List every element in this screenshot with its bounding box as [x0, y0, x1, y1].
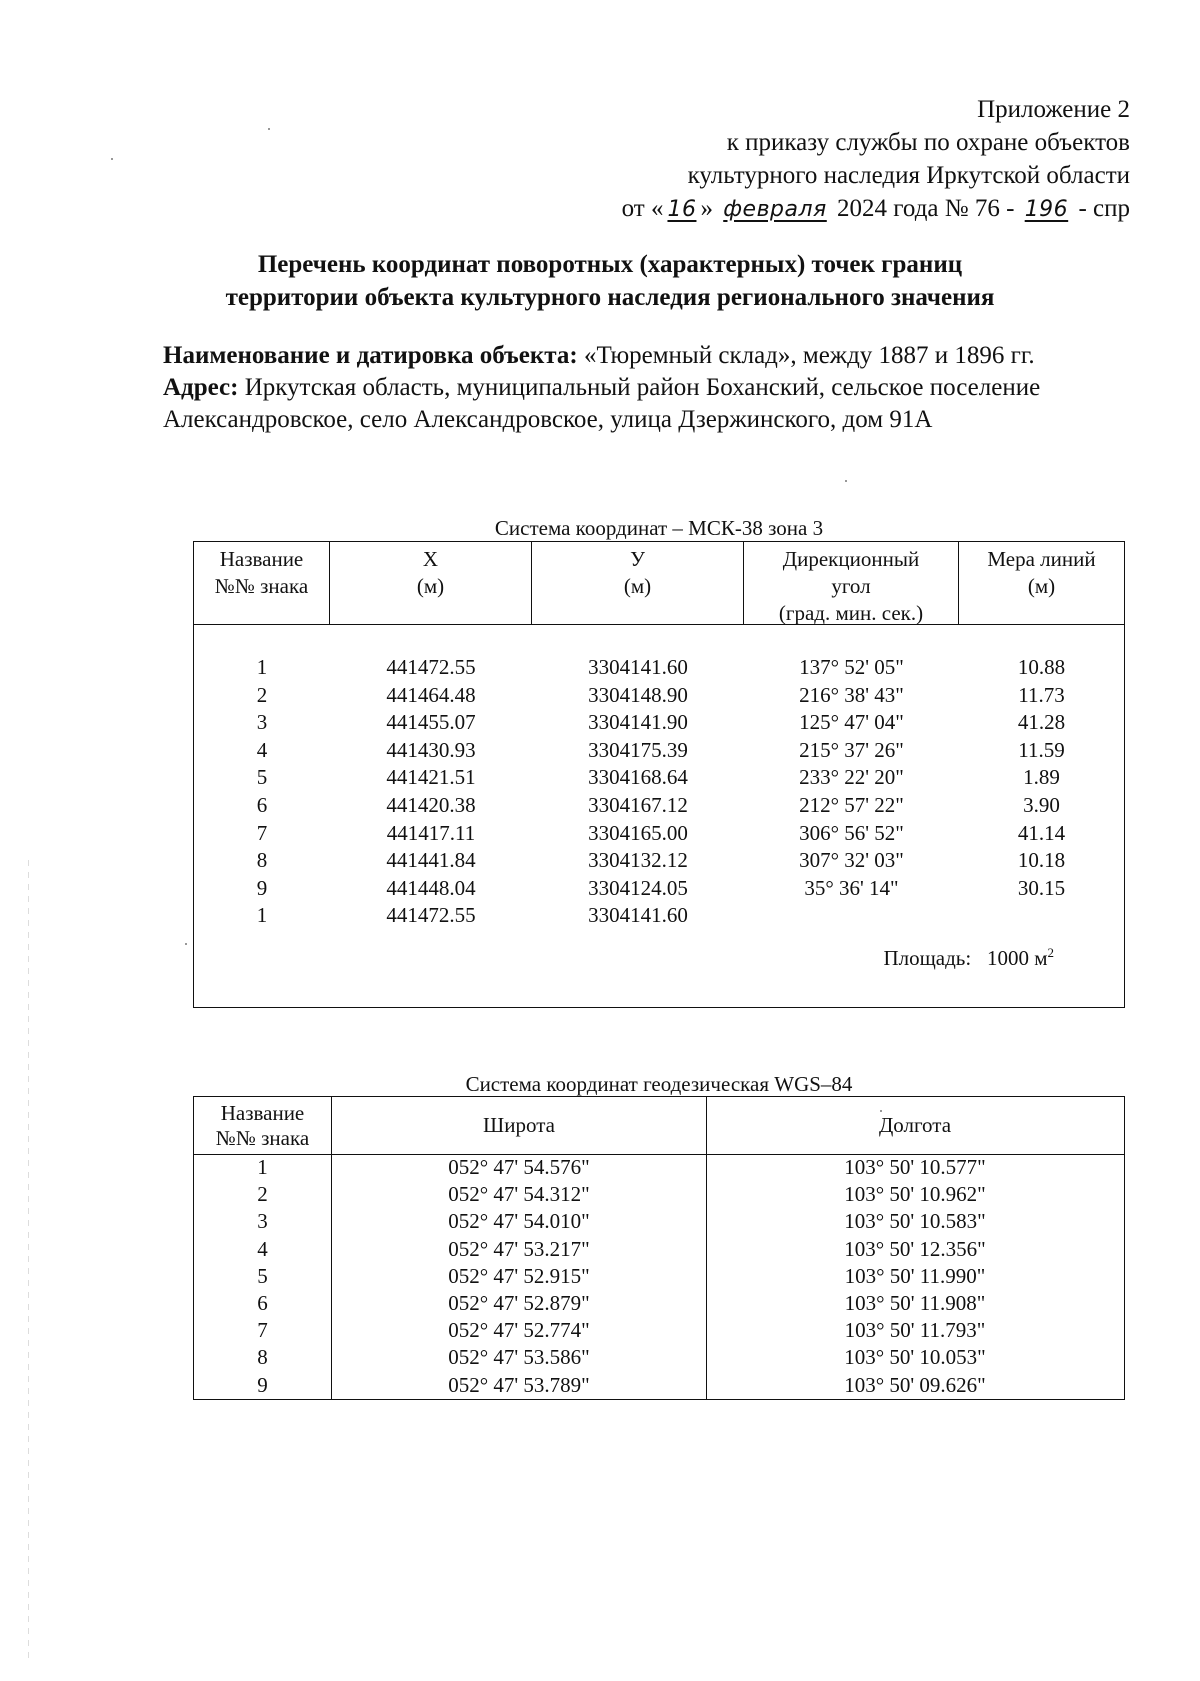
table-cell: 052° 47' 52.879" [448, 1290, 590, 1315]
table-cell: 6 [257, 1290, 268, 1315]
header-text: Название [219, 547, 304, 571]
table-cell: 11.59 [1018, 737, 1065, 762]
table-cell: 5 [257, 1263, 268, 1288]
object-name-value: «Тюремный склад», между 1887 и 1896 гг. [583, 342, 1035, 369]
order-ref-line: к приказу службы по охране объектов [726, 129, 1130, 156]
table-cell: 10.18 [1017, 848, 1066, 873]
table-row [194, 875, 1124, 903]
table-cell: 2 [256, 682, 268, 707]
table-cell [959, 902, 1124, 930]
header-latitude [332, 1097, 707, 1154]
table-cell: 3304141.60 [588, 903, 688, 928]
appendix-number: Приложение 2 [977, 96, 1130, 123]
table-cell: 441441.84 [386, 848, 476, 873]
date-prefix: от « [621, 195, 664, 222]
table-cell: 3304132.12 [588, 848, 688, 873]
table-cell: 4 [257, 1236, 268, 1261]
table-row [194, 737, 1124, 765]
table-cell: 11.73 [1018, 682, 1065, 707]
table-cell: 30.15 [1017, 875, 1066, 900]
header-text: (град. мин. сек.) [778, 601, 924, 625]
area-value: 1000 м [986, 946, 1048, 970]
table2-body [194, 1154, 1124, 1399]
area-unit-exponent: 2 [1047, 945, 1054, 960]
header-text: Название [220, 1100, 305, 1125]
table-cell: 441420.38 [386, 792, 476, 817]
table-cell: 307° 32' 03" [799, 848, 904, 873]
table-cell: 233° 22' 20" [799, 765, 904, 790]
table-cell: 052° 47' 54.312" [448, 1182, 590, 1207]
handwritten-day: 16 [667, 197, 697, 222]
table-row [194, 654, 1124, 682]
table-cell: 3304148.90 [588, 682, 688, 707]
table-cell: 103° 50' 10.053" [844, 1345, 986, 1370]
scan-edge-artifact [28, 860, 29, 1660]
table-cell: 3304141.90 [588, 710, 688, 735]
object-name-row [163, 340, 1153, 372]
scan-speck [111, 158, 113, 160]
table-cell: 103° 50' 10.577" [844, 1155, 986, 1179]
table-cell: 052° 47' 54.010" [448, 1209, 590, 1234]
table-row [194, 764, 1124, 792]
table-cell: 3.90 [1023, 792, 1060, 817]
order-date-line [622, 192, 1130, 226]
header-point-name [194, 1097, 332, 1154]
table-cell: 9 [256, 875, 268, 900]
table-cell: 103° 50' 09.626" [844, 1372, 986, 1397]
header-line-length [959, 542, 1124, 624]
table-cell: 1 [256, 903, 268, 928]
title-line-1: Перечень координат поворотных (характерных) точек границ [257, 251, 963, 278]
address-label: Адрес: [163, 374, 239, 401]
table-cell: 1.89 [1023, 765, 1060, 790]
object-name-label: Наименование и датировка объекта: [163, 342, 578, 369]
table-cell: 306° 56' 52" [799, 820, 904, 845]
wgs84-coordinates-table [193, 1096, 1125, 1400]
header-text: (м) [623, 574, 652, 598]
header-text: №№ знака [214, 574, 309, 598]
object-info [163, 340, 1153, 436]
header-text: Долгота [878, 1113, 952, 1137]
header-text: Широта [483, 1113, 555, 1137]
table2-header [194, 1097, 1124, 1155]
address-line-2: Александровское, село Александровское, улица Дзержинского, дом 91А [163, 406, 933, 433]
table-cell: 441472.55 [386, 903, 476, 928]
table1-body [194, 654, 1124, 930]
table-cell: 2 [257, 1182, 268, 1207]
document-title [150, 248, 1070, 314]
table-cell: 8 [256, 848, 268, 873]
table-cell: 3304175.39 [588, 737, 688, 762]
header-text: У [630, 547, 645, 571]
table-cell: 10.88 [1017, 655, 1066, 679]
column-point-name [194, 1154, 332, 1399]
header-text: (м) [1027, 574, 1056, 598]
scan-speck [880, 1110, 882, 1112]
area-label: Площадь: [883, 946, 972, 970]
header-text: (м) [416, 574, 445, 598]
table-cell: 3 [256, 710, 268, 735]
table-cell: 441421.51 [386, 765, 476, 790]
appendix-header [622, 93, 1130, 226]
scan-speck [268, 128, 270, 130]
table-cell: 441455.07 [386, 710, 476, 735]
table1-header [194, 542, 1124, 625]
table-cell: 052° 47' 52.774" [448, 1318, 590, 1343]
table-cell: 215° 37' 26" [799, 737, 904, 762]
header-text: №№ знака [215, 1125, 310, 1150]
order-suffix: - спр [1078, 195, 1130, 222]
table-cell: 103° 50' 11.990" [844, 1263, 986, 1288]
area-summary [883, 945, 1054, 971]
handwritten-order-number: 196 [1024, 197, 1069, 222]
table1-caption: Система координат – МСК-38 зона 3 [494, 516, 824, 540]
column-longitude [707, 1154, 1123, 1399]
table-cell: 125° 47' 04" [799, 710, 904, 735]
table-cell: 3304141.60 [588, 655, 688, 679]
header-x [330, 542, 532, 624]
header-text: X [422, 547, 439, 571]
header-longitude [707, 1097, 1123, 1154]
address-line-1: Иркутская область, муниципальный район Боханский, сельское поселение [244, 374, 1041, 401]
table-cell: 103° 50' 12.356" [844, 1236, 986, 1261]
year-text: 2024 года № 76 - [837, 195, 1015, 222]
table-cell: 1 [257, 1155, 268, 1179]
table-cell: 103° 50' 10.962" [844, 1182, 986, 1207]
table-cell: 9 [257, 1372, 268, 1397]
table-row [194, 902, 1124, 930]
table-cell [744, 902, 959, 930]
table-cell: 3304165.00 [588, 820, 688, 845]
handwritten-month: февраля [723, 197, 827, 222]
table-cell: 7 [256, 820, 268, 845]
header-text: Дирекционный [782, 547, 920, 571]
table-row [194, 709, 1124, 737]
date-quote: » [700, 195, 713, 222]
table-cell: 103° 50' 11.793" [844, 1318, 986, 1343]
table-cell: 216° 38' 43" [799, 682, 904, 707]
table-cell: 8 [257, 1345, 268, 1370]
table-cell: 441464.48 [386, 682, 476, 707]
msk-coordinates-table [193, 541, 1125, 1008]
table-cell: 5 [256, 765, 268, 790]
scan-speck [185, 943, 187, 945]
table-row [194, 792, 1124, 820]
table-cell: 103° 50' 11.908" [844, 1290, 986, 1315]
table-cell: 3304168.64 [588, 765, 688, 790]
table-cell: 052° 47' 54.576" [448, 1155, 590, 1179]
table-cell: 35° 36' 14" [804, 875, 899, 900]
scan-speck [845, 480, 847, 482]
column-latitude [332, 1154, 707, 1399]
header-direction-angle [744, 542, 959, 624]
table-cell: 052° 47' 53.217" [448, 1236, 590, 1261]
table-cell: 052° 47' 52.915" [448, 1263, 590, 1288]
header-text: Мера линий [987, 547, 1096, 571]
table-cell: 137° 52' 05" [799, 655, 904, 679]
table-cell: 212° 57' 22" [799, 792, 904, 817]
table-cell: 052° 47' 53.586" [448, 1345, 590, 1370]
header-point-name [194, 542, 330, 624]
table-cell: 41.28 [1017, 710, 1066, 735]
header-text: угол [831, 574, 871, 598]
table-cell: 3304124.05 [588, 875, 688, 900]
table-row [194, 682, 1124, 710]
header-y [532, 542, 744, 624]
table-cell: 441448.04 [386, 875, 476, 900]
table-cell: 441417.11 [386, 820, 476, 845]
table-cell: 41.14 [1017, 820, 1066, 845]
title-line-2: территории объекта культурного наследия регионального значения [225, 284, 995, 311]
table-cell: 3304167.12 [588, 792, 688, 817]
table-cell: 7 [257, 1318, 268, 1343]
table-cell: 052° 47' 53.789" [448, 1372, 590, 1397]
table2-caption: Система координат геодезическая WGS–84 [465, 1072, 853, 1096]
table-cell: 3 [257, 1209, 268, 1234]
table-cell: 441472.55 [386, 655, 476, 679]
table-cell: 441430.93 [386, 737, 476, 762]
table-row [194, 820, 1124, 848]
address-row [163, 372, 1153, 404]
table-cell: 4 [256, 737, 268, 762]
table-cell: 6 [256, 792, 268, 817]
table-row [194, 847, 1124, 875]
table-cell: 1 [256, 655, 268, 679]
agency-line: культурного наследия Иркутской области [687, 162, 1130, 189]
table-cell: 103° 50' 10.583" [844, 1209, 986, 1234]
